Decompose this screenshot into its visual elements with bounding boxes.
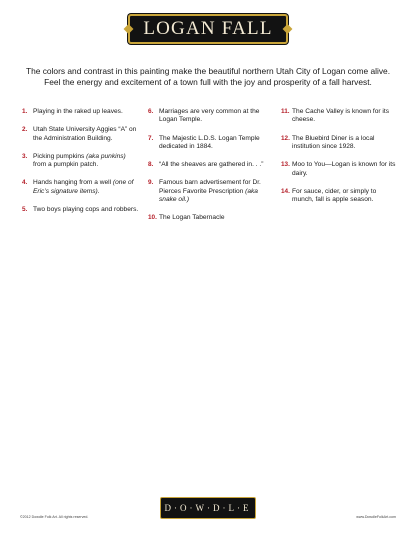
item-number: 14. xyxy=(281,187,290,195)
item-text xyxy=(159,161,266,169)
item-text-italic: (one of Eric’s signature items). xyxy=(33,179,134,195)
item-text-main: The Cache Valley is known for its cheese. xyxy=(292,108,389,124)
list-item xyxy=(148,108,266,125)
item-text-italic: (aka punkins) xyxy=(86,152,126,160)
list-item xyxy=(22,108,140,116)
list-item xyxy=(148,135,266,152)
list-item xyxy=(22,126,140,143)
item-text xyxy=(33,108,140,116)
list-item xyxy=(148,214,266,222)
item-text-main: Hands hanging from a well xyxy=(33,179,112,187)
item-number: 5. xyxy=(22,206,28,214)
item-number: 10. xyxy=(148,214,157,222)
item-text xyxy=(159,135,266,152)
item-text-main: Utah State University Aggies “A” on the Administration Building. xyxy=(33,126,137,142)
item-text xyxy=(33,126,140,143)
list-item xyxy=(22,179,140,196)
item-text-main: The Bluebird Diner is a local institution since 1928. xyxy=(292,134,375,151)
item-text xyxy=(159,108,266,125)
item-text xyxy=(33,153,140,170)
item-number: 7. xyxy=(148,134,154,142)
item-number: 9. xyxy=(148,179,154,187)
item-number: 8. xyxy=(148,161,154,169)
item-number: 6. xyxy=(148,108,154,115)
item-text xyxy=(159,179,266,204)
logo-text: D·O·W·D·L·E xyxy=(164,503,252,513)
item-text-main: The Majestic L.D.S. Logan Temple dedicated in 1884. xyxy=(159,134,260,151)
list-item xyxy=(22,206,140,214)
item-number: 1. xyxy=(22,108,28,115)
items-column-1 xyxy=(22,108,140,224)
item-text xyxy=(292,161,399,178)
item-text xyxy=(292,135,399,152)
list-item xyxy=(148,179,266,204)
list-item xyxy=(148,161,266,169)
item-text-main: The Logan Tabernacle xyxy=(159,214,225,222)
item-number: 11. xyxy=(281,108,290,115)
item-text-main: For sauce, cider, or simply to munch, fall is apple season. xyxy=(292,187,377,204)
intro-line-2: Feel the energy and excitement of a town full with the joy and prosperity of a fall harvest. xyxy=(44,77,372,87)
item-number: 13. xyxy=(281,161,290,169)
list-item xyxy=(281,188,399,205)
item-text-main: Famous barn advertisement for Dr. Pierces Favorite Prescription xyxy=(159,179,261,195)
title-banner xyxy=(128,14,288,44)
item-text-main: Moo to You—Logan is known for its dairy. xyxy=(292,161,396,177)
dowdle-logo xyxy=(160,497,256,519)
item-text xyxy=(292,188,399,205)
item-text-main: Picking pumpkins xyxy=(33,152,85,160)
page-title: LOGAN FALL xyxy=(143,18,273,39)
item-text xyxy=(33,206,140,214)
list-item xyxy=(22,153,140,170)
list-item xyxy=(281,161,399,178)
item-text-main: “All the sheaves are gathered in. . .” xyxy=(159,161,264,169)
list-item xyxy=(281,135,399,152)
list-item xyxy=(281,108,399,125)
website-link[interactable]: www.DowdleFolkArt.com xyxy=(356,515,396,519)
item-text xyxy=(33,179,140,196)
copyright-text: ©2012 Dowdle Folk Art. All rights reserved. xyxy=(20,515,89,519)
item-number: 12. xyxy=(281,134,290,142)
item-text xyxy=(292,108,399,125)
item-text xyxy=(159,214,266,222)
item-text-italic: (aka snake oil.) xyxy=(159,187,258,204)
items-column-2 xyxy=(148,108,266,233)
intro-text xyxy=(20,66,396,88)
item-number: 4. xyxy=(22,179,28,187)
item-text-cont: from a pumpkin patch. xyxy=(33,161,99,169)
item-text-main: Playing in the raked up leaves. xyxy=(33,108,123,115)
item-number: 2. xyxy=(22,126,28,134)
item-text-main: Two boys playing cops and robbers. xyxy=(33,206,139,214)
items-column-3 xyxy=(281,108,399,214)
item-text-main: Marriages are very common at the Logan Temple. xyxy=(159,108,260,124)
intro-line-1: The colors and contrast in this painting make the beautiful northern Utah City of Logan come alive. xyxy=(25,66,391,76)
item-number: 3. xyxy=(22,152,28,160)
